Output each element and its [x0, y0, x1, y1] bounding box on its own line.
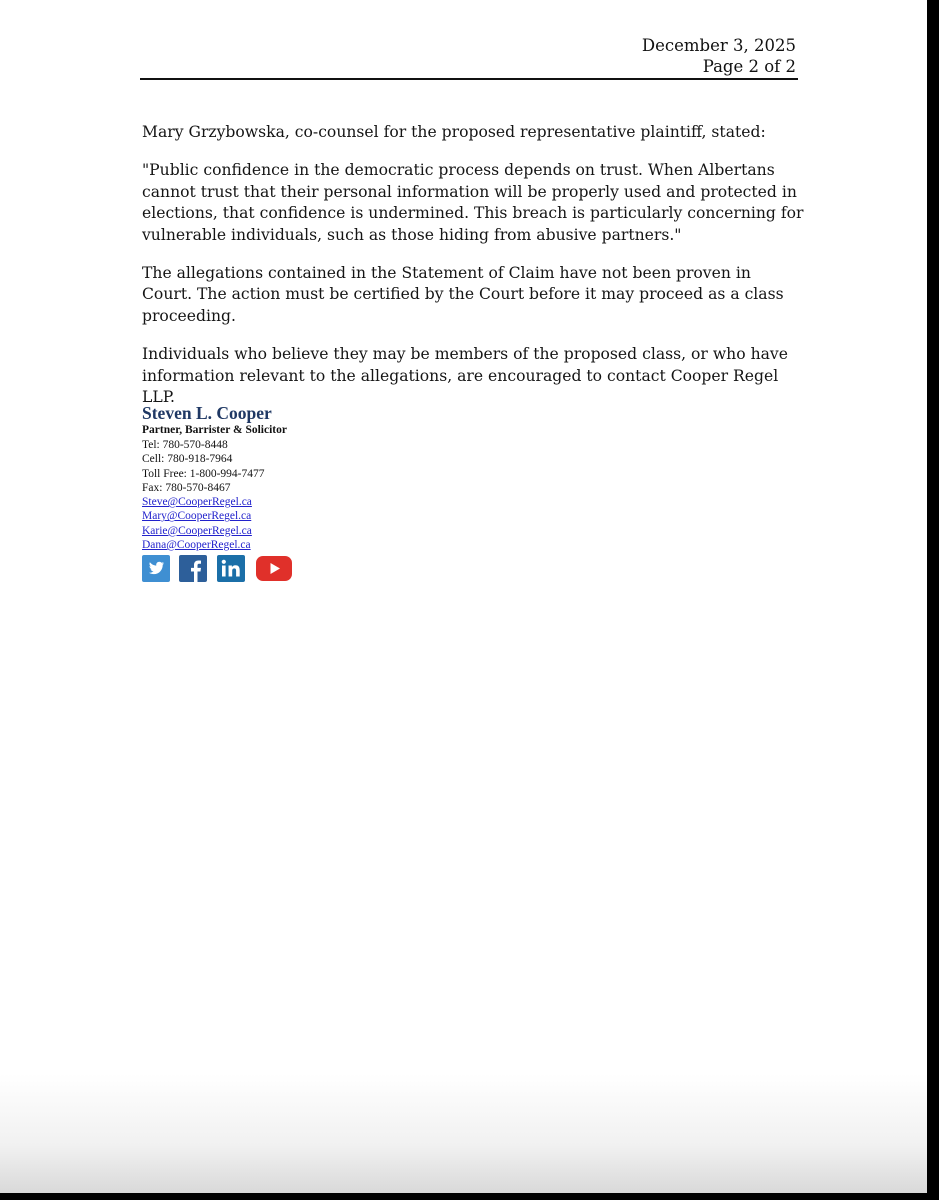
body-paragraph: "Public confidence in the democratic process depends on trust. When Albertans cannot trust that their personal information will be properly used and protected in elections, that confidence is undermined. This breach is particularly concerning for vulnerable individuals, such as those hiding from abusive partners."	[142, 161, 804, 244]
youtube-icon[interactable]	[255, 555, 293, 582]
linkedin-icon[interactable]	[217, 555, 245, 582]
email-link-mary[interactable]: Mary@CooperRegel.ca	[142, 510, 252, 523]
twitter-icon[interactable]	[142, 555, 170, 582]
page-header	[642, 35, 796, 77]
signature-tel: Tel: 780-570-8448	[142, 439, 228, 451]
signature-name: Steven L. Cooper	[142, 403, 272, 423]
body-text	[142, 122, 804, 425]
signature-title: Partner, Barrister & Solicitor	[142, 424, 287, 436]
signature-fax: Fax: 780-570-8467	[142, 481, 231, 494]
header-date: December 3, 2025	[641, 36, 796, 55]
header-rule	[140, 78, 798, 80]
email-link-steve[interactable]: Steve@CooperRegel.ca	[142, 496, 252, 509]
email-link-dana[interactable]: Dana@CooperRegel.ca	[142, 539, 251, 552]
signature-block	[142, 403, 287, 552]
email-link-karie[interactable]: Karie@CooperRegel.ca	[142, 524, 252, 537]
screen-edge-right	[927, 0, 939, 1200]
screen-edge-bottom	[0, 1193, 939, 1200]
body-paragraph: The allegations contained in the Statement of Claim have not been proven in Court. The action must be certified by the Court before it may proceed as a class proceeding.	[142, 264, 784, 325]
body-paragraph: Individuals who believe they may be members of the proposed class, or who have information relevant to the allegations, are encouraged to contact Cooper Regel LLP.	[142, 345, 788, 407]
signature-toll-free: Toll Free: 1-800-994-7477	[142, 467, 265, 480]
signature-cell: Cell: 780-918-7964	[142, 453, 233, 466]
facebook-icon[interactable]	[179, 555, 207, 582]
body-paragraph: Mary Grzybowska, co-counsel for the proposed representative plaintiff, stated:	[142, 123, 766, 141]
header-page-number: Page 2 of 2	[702, 57, 796, 76]
